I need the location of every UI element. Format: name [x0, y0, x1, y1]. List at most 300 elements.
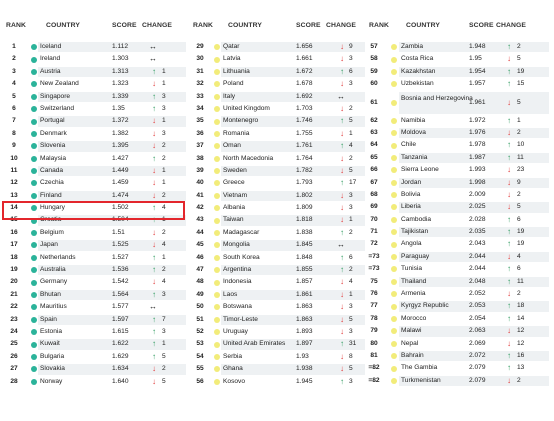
country-dot-icon [391, 341, 397, 347]
change-value: 4 [162, 278, 166, 286]
country-name: Slovakia [40, 365, 65, 373]
country-name: Greece [223, 179, 245, 187]
arrow-up-icon: ↑ [152, 215, 156, 225]
change-value: 6 [349, 67, 353, 75]
score-value: 1.764 [296, 154, 313, 162]
rank-cell: 33 [196, 92, 204, 100]
arrow-up-icon: ↑ [152, 351, 156, 361]
country-dot-icon [31, 143, 37, 149]
country-dot-icon [31, 119, 37, 125]
country-dot-icon [391, 192, 397, 198]
rank-cell: 43 [196, 216, 204, 224]
score-header: SCORE [296, 22, 321, 29]
change-value: 11 [517, 277, 524, 285]
rank-cell: 62 [370, 116, 378, 124]
score-value: 1.948 [469, 43, 486, 50]
change-value: 19 [517, 240, 525, 248]
country-name: Tanzania [401, 153, 428, 161]
country-dot-icon [31, 156, 37, 162]
country-name: Iceland [40, 43, 62, 50]
rank-cell: 63 [370, 128, 378, 136]
country-dot-icon [214, 317, 220, 323]
country-name: Lithuania [223, 67, 250, 75]
arrow-up-icon: ↑ [152, 252, 156, 262]
score-value: 1.372 [112, 117, 129, 125]
change-value: 1 [162, 80, 166, 88]
score-value: 1.93 [296, 352, 309, 360]
country-name: Chile [401, 141, 417, 149]
rank-cell: 54 [196, 352, 204, 360]
arrow-down-icon: ↓ [152, 79, 156, 89]
arrow-up-icon: ↑ [507, 42, 511, 51]
score-value: 1.661 [296, 55, 313, 63]
arrow-down-icon: ↓ [152, 116, 156, 126]
score-value: 1.577 [112, 303, 129, 311]
rank-cell: 69 [370, 203, 378, 211]
score-value: 1.845 [296, 241, 313, 249]
change-value: 6 [517, 215, 521, 223]
change-value: 10 [517, 141, 525, 149]
change-value: 16 [517, 351, 525, 359]
country-name: Mongolia [223, 241, 250, 249]
score-value: 1.857 [296, 278, 313, 286]
score-value: 1.761 [296, 142, 313, 150]
rank-cell: 79 [370, 327, 378, 335]
rank-header: RANK [6, 22, 27, 29]
score-value: 1.112 [112, 43, 129, 50]
country-dot-icon [214, 69, 220, 75]
arrow-up-icon: ↑ [507, 276, 511, 286]
rank-cell: 25 [10, 340, 18, 348]
score-value: 1.536 [112, 266, 129, 274]
country-dot-icon [31, 280, 37, 286]
rank-cell: 37 [196, 142, 204, 150]
change-value: 3 [349, 55, 353, 63]
change-value: 4 [517, 252, 521, 260]
country-name: Slovenia [40, 142, 66, 150]
rank-cell: 30 [196, 55, 204, 63]
change-value: 3 [162, 104, 166, 112]
arrow-up-icon: ↑ [507, 363, 511, 373]
country-dot-icon [391, 180, 397, 186]
rank-cell: 60 [370, 80, 378, 88]
rank-cell: 5 [12, 92, 16, 100]
country-dot-icon [214, 304, 220, 310]
score-header: SCORE [469, 22, 494, 29]
country-name: Liberia [401, 203, 421, 211]
arrow-down-icon: ↓ [152, 227, 156, 237]
score-value: 2.063 [469, 327, 486, 335]
country-dot-icon [214, 342, 220, 348]
change-value: 5 [162, 377, 166, 385]
change-value: 2 [517, 43, 521, 50]
change-value: 4 [349, 142, 353, 150]
arrow-up-icon: ↑ [507, 313, 511, 323]
country-name: Jordan [401, 178, 422, 186]
arrow-up-icon: ↑ [507, 227, 511, 237]
arrow-down-icon: ↓ [340, 42, 344, 51]
country-dot-icon [391, 143, 397, 149]
arrow-down-icon: ↓ [507, 202, 511, 212]
country-dot-icon [31, 94, 37, 100]
country-name: Qatar [223, 43, 240, 50]
change-value: 3 [349, 80, 353, 88]
score-value: 1.838 [296, 228, 313, 236]
arrow-up-icon: ↑ [152, 289, 156, 299]
arrow-up-icon: ↑ [340, 265, 344, 275]
arrow-up-icon: ↑ [340, 178, 344, 188]
change-value: 5 [162, 352, 166, 360]
arrow-up-icon: ↑ [340, 66, 344, 76]
arrow-down-icon: ↓ [340, 128, 344, 138]
arrow-up-icon: ↑ [507, 264, 511, 274]
rank-cell: 68 [370, 190, 378, 198]
country-name: Bahrain [401, 351, 424, 359]
score-value: 1.323 [112, 80, 129, 88]
country-name: Malawi [401, 327, 422, 335]
change-value: 19 [517, 228, 525, 236]
country-name: Kosovo [223, 377, 245, 385]
rank-cell: 57 [370, 43, 378, 50]
score-value: 1.703 [296, 104, 313, 112]
arrow-up-icon: ↑ [152, 339, 156, 349]
change-value: 3 [162, 129, 166, 137]
rank-cell: 51 [196, 315, 204, 323]
score-value: 1.818 [296, 216, 313, 224]
country-name: Australia [40, 266, 66, 274]
rank-cell: 1 [12, 43, 16, 50]
change-value: 2 [349, 266, 353, 274]
country-name: Austria [40, 67, 61, 75]
country-name: Romania [223, 129, 250, 137]
arrow-up-icon: ↑ [507, 66, 511, 76]
country-name: Ghana [223, 365, 243, 373]
arrow-down-icon: ↓ [340, 314, 344, 324]
score-value: 1.978 [469, 141, 486, 149]
change-value: 1 [162, 253, 166, 261]
score-value: 1.640 [112, 377, 129, 385]
country-dot-icon [31, 317, 37, 323]
rank-cell: 15 [10, 216, 18, 224]
rank-header: RANK [193, 22, 214, 29]
rank-cell: 16 [10, 228, 18, 236]
score-value: 1.893 [296, 327, 313, 335]
country-dot-icon [31, 342, 37, 348]
rank-cell: 27 [10, 365, 18, 373]
score-value: 1.793 [296, 179, 313, 187]
arrow-up-icon: ↑ [152, 66, 156, 76]
no-change-icon: ↔ [337, 240, 345, 250]
score-value: 1.993 [469, 166, 486, 174]
score-value: 1.848 [296, 253, 313, 261]
arrow-down-icon: ↓ [340, 203, 344, 213]
score-value: 1.782 [296, 166, 313, 174]
rank-cell: 65 [370, 153, 378, 161]
country-dot-icon [214, 156, 220, 162]
arrow-up-icon: ↑ [152, 203, 156, 213]
rank-cell: =73 [368, 265, 380, 273]
country-name: United Arab Emirates [223, 340, 286, 348]
score-value: 1.525 [112, 241, 129, 249]
score-value: 1.51 [112, 228, 125, 236]
country-name: Botswana [223, 303, 252, 311]
country-name: Kyrgyz Republic [401, 302, 449, 310]
score-value: 1.303 [112, 55, 129, 63]
rank-cell: 14 [10, 204, 18, 212]
arrow-down-icon: ↓ [507, 251, 511, 261]
country-dot-icon [214, 44, 220, 50]
arrow-down-icon: ↓ [507, 54, 511, 64]
rank-cell: 78 [370, 314, 378, 322]
country-dot-icon [214, 205, 220, 211]
country-dot-icon [391, 69, 397, 75]
score-value: 1.95 [469, 55, 482, 63]
country-dot-icon [31, 366, 37, 372]
country-name: Namibia [401, 116, 426, 124]
score-value: 2.079 [469, 364, 486, 372]
rank-cell: 20 [10, 278, 18, 286]
country-dot-icon [214, 292, 220, 298]
score-header: SCORE [112, 22, 137, 29]
country-name: Ireland [40, 55, 61, 63]
country-name: Mauritius [40, 303, 67, 311]
rank-cell: 42 [196, 204, 204, 212]
arrow-down-icon: ↓ [152, 364, 156, 374]
arrow-up-icon: ↑ [340, 376, 344, 386]
score-value: 1.972 [469, 116, 486, 124]
change-value: 5 [517, 203, 521, 211]
country-name: Nepal [401, 339, 419, 347]
no-change-icon: ↔ [149, 42, 157, 51]
score-value: 1.339 [112, 92, 129, 100]
change-value: 6 [517, 265, 521, 273]
score-value: 2.028 [469, 215, 486, 223]
country-header: COUNTRY [228, 22, 263, 29]
score-value: 1.527 [112, 253, 129, 261]
country-dot-icon [214, 57, 220, 63]
rank-cell: 32 [196, 80, 204, 88]
country-name: Vietnam [223, 191, 248, 199]
change-value: 4 [349, 278, 353, 286]
rank-cell: 66 [370, 166, 378, 174]
change-value: 2 [162, 154, 166, 162]
country-dot-icon [31, 255, 37, 261]
score-value: 1.564 [112, 290, 129, 298]
country-name: Bulgaria [40, 352, 65, 360]
country-name: Canada [40, 166, 64, 174]
country-name: Netherlands [40, 253, 76, 261]
country-name: Costa Rica [401, 55, 434, 63]
change-value: 31 [349, 340, 357, 348]
rank-cell: 45 [196, 241, 204, 249]
arrow-up-icon: ↑ [507, 350, 511, 360]
country-name: Japan [40, 241, 58, 249]
country-name: New Zealand [40, 80, 79, 88]
no-change-icon: ↔ [149, 302, 157, 312]
score-value: 1.35 [112, 104, 125, 112]
score-value: 1.474 [112, 191, 129, 199]
rank-cell: 38 [196, 154, 204, 162]
country-dot-icon [391, 130, 397, 136]
country-dot-icon [31, 292, 37, 298]
country-name: Portugal [40, 117, 65, 125]
country-dot-icon [31, 57, 37, 63]
country-dot-icon [31, 69, 37, 75]
country-dot-icon [214, 230, 220, 236]
country-name: Italy [223, 92, 236, 100]
change-value: 3 [349, 377, 353, 385]
rank-cell: 3 [12, 67, 16, 75]
score-value: 1.542 [112, 278, 129, 286]
no-change-icon: ↔ [149, 54, 157, 64]
change-value: 2 [349, 228, 353, 236]
country-name: Thailand [401, 277, 427, 285]
arrow-down-icon: ↓ [340, 153, 344, 163]
score-value: 2.072 [469, 351, 486, 359]
country-name: Albania [223, 204, 245, 212]
rank-cell: 46 [196, 253, 204, 261]
arrow-up-icon: ↑ [340, 141, 344, 151]
change-value: 11 [517, 153, 524, 161]
rank-cell: 58 [370, 55, 378, 63]
change-value: 5 [517, 98, 521, 106]
score-value: 2.053 [469, 302, 486, 310]
country-dot-icon [31, 267, 37, 273]
rank-cell: 13 [10, 191, 18, 199]
country-dot-icon [31, 230, 37, 236]
change-header: CHANGE [142, 22, 173, 29]
change-header: CHANGE [496, 22, 527, 29]
score-value: 1.382 [112, 129, 129, 137]
score-value: 2.043 [469, 240, 486, 248]
change-value: 2 [162, 228, 166, 236]
country-dot-icon [214, 366, 220, 372]
change-value: 9 [517, 178, 521, 186]
country-name: Kazakhstan [401, 67, 436, 75]
arrow-down-icon: ↓ [152, 141, 156, 151]
country-dot-icon [31, 193, 37, 199]
country-name: Oman [223, 142, 241, 150]
hungary-highlight-box [2, 201, 185, 220]
rank-cell: 50 [196, 303, 204, 311]
country-name: Taiwan [223, 216, 244, 224]
country-dot-icon [391, 353, 397, 359]
country-dot-icon [31, 81, 37, 87]
score-value: 2.035 [469, 228, 486, 236]
score-value: 1.629 [112, 352, 129, 360]
country-dot-icon [214, 180, 220, 186]
country-dot-icon [214, 280, 220, 286]
country-name: Argentina [223, 266, 252, 274]
rank-cell: 19 [10, 266, 18, 274]
country-name: Norway [40, 377, 63, 385]
change-value: 3 [162, 327, 166, 335]
change-value: 2 [517, 190, 521, 198]
rank-cell: 52 [196, 327, 204, 335]
score-value: 2.044 [469, 265, 486, 273]
country-name: Estonia [40, 327, 62, 335]
country-dot-icon [391, 81, 397, 87]
country-name: Bolivia [401, 190, 421, 198]
country-dot-icon [214, 119, 220, 125]
arrow-down-icon: ↓ [340, 103, 344, 113]
change-value: 5 [349, 117, 353, 125]
change-value: 2 [349, 154, 353, 162]
country-dot-icon [31, 168, 37, 174]
country-name: Angola [401, 240, 422, 248]
change-value: 15 [517, 80, 525, 88]
change-value: 1 [349, 290, 353, 298]
country-name: Cambodia [401, 215, 432, 223]
change-value: 14 [517, 314, 525, 322]
country-name: Turkmenistan [401, 376, 441, 384]
score-value: 1.502 [112, 204, 129, 212]
country-name: Croatia [40, 216, 62, 224]
country-dot-icon [391, 217, 397, 223]
change-value: 12 [517, 339, 525, 347]
arrow-up-icon: ↑ [152, 326, 156, 336]
score-value: 2.079 [469, 376, 486, 384]
rank-cell: 28 [10, 377, 18, 385]
country-name: Tunisia [401, 265, 423, 273]
rank-cell: =82 [368, 376, 380, 384]
country-name: Germany [40, 278, 68, 286]
score-value: 1.755 [296, 129, 313, 137]
rank-cell: 41 [196, 191, 204, 199]
country-dot-icon [214, 354, 220, 360]
score-value: 1.313 [112, 67, 129, 75]
change-value: 4 [162, 204, 166, 212]
country-name: North Macedonia [223, 154, 274, 162]
country-dot-icon [391, 167, 397, 173]
rank-cell: 59 [370, 67, 378, 75]
score-value: 1.634 [112, 365, 129, 373]
country-name: Belgium [40, 228, 64, 236]
country-dot-icon [214, 168, 220, 174]
country-dot-icon [391, 254, 397, 260]
score-value: 1.976 [469, 128, 486, 136]
score-value: 1.678 [296, 80, 313, 88]
arrow-down-icon: ↓ [507, 127, 511, 137]
change-value: 8 [349, 352, 353, 360]
rank-cell: 24 [10, 327, 18, 335]
score-value: 1.672 [296, 67, 313, 75]
rank-cell: 64 [370, 141, 378, 149]
rank-cell: 31 [196, 67, 204, 75]
rank-cell: =73 [368, 252, 380, 260]
rank-cell: 40 [196, 179, 204, 187]
arrow-up-icon: ↑ [152, 265, 156, 275]
country-name: Uzbekistan [401, 80, 434, 88]
arrow-down-icon: ↓ [152, 376, 156, 386]
arrow-down-icon: ↓ [507, 177, 511, 187]
country-name: Sweden [223, 166, 247, 174]
country-dot-icon [214, 267, 220, 273]
country-dot-icon [391, 229, 397, 235]
score-value: 1.945 [296, 377, 313, 385]
country-dot-icon [31, 304, 37, 310]
change-value: 2 [162, 191, 166, 199]
rank-cell: 76 [370, 290, 378, 298]
arrow-up-icon: ↑ [507, 214, 511, 224]
country-dot-icon [31, 379, 37, 385]
arrow-up-icon: ↑ [152, 103, 156, 113]
arrow-down-icon: ↓ [340, 302, 344, 312]
score-value: 1.597 [112, 315, 129, 323]
country-name: Tajikistan [401, 228, 429, 236]
score-value: 1.897 [296, 340, 313, 348]
country-dot-icon [391, 378, 397, 384]
